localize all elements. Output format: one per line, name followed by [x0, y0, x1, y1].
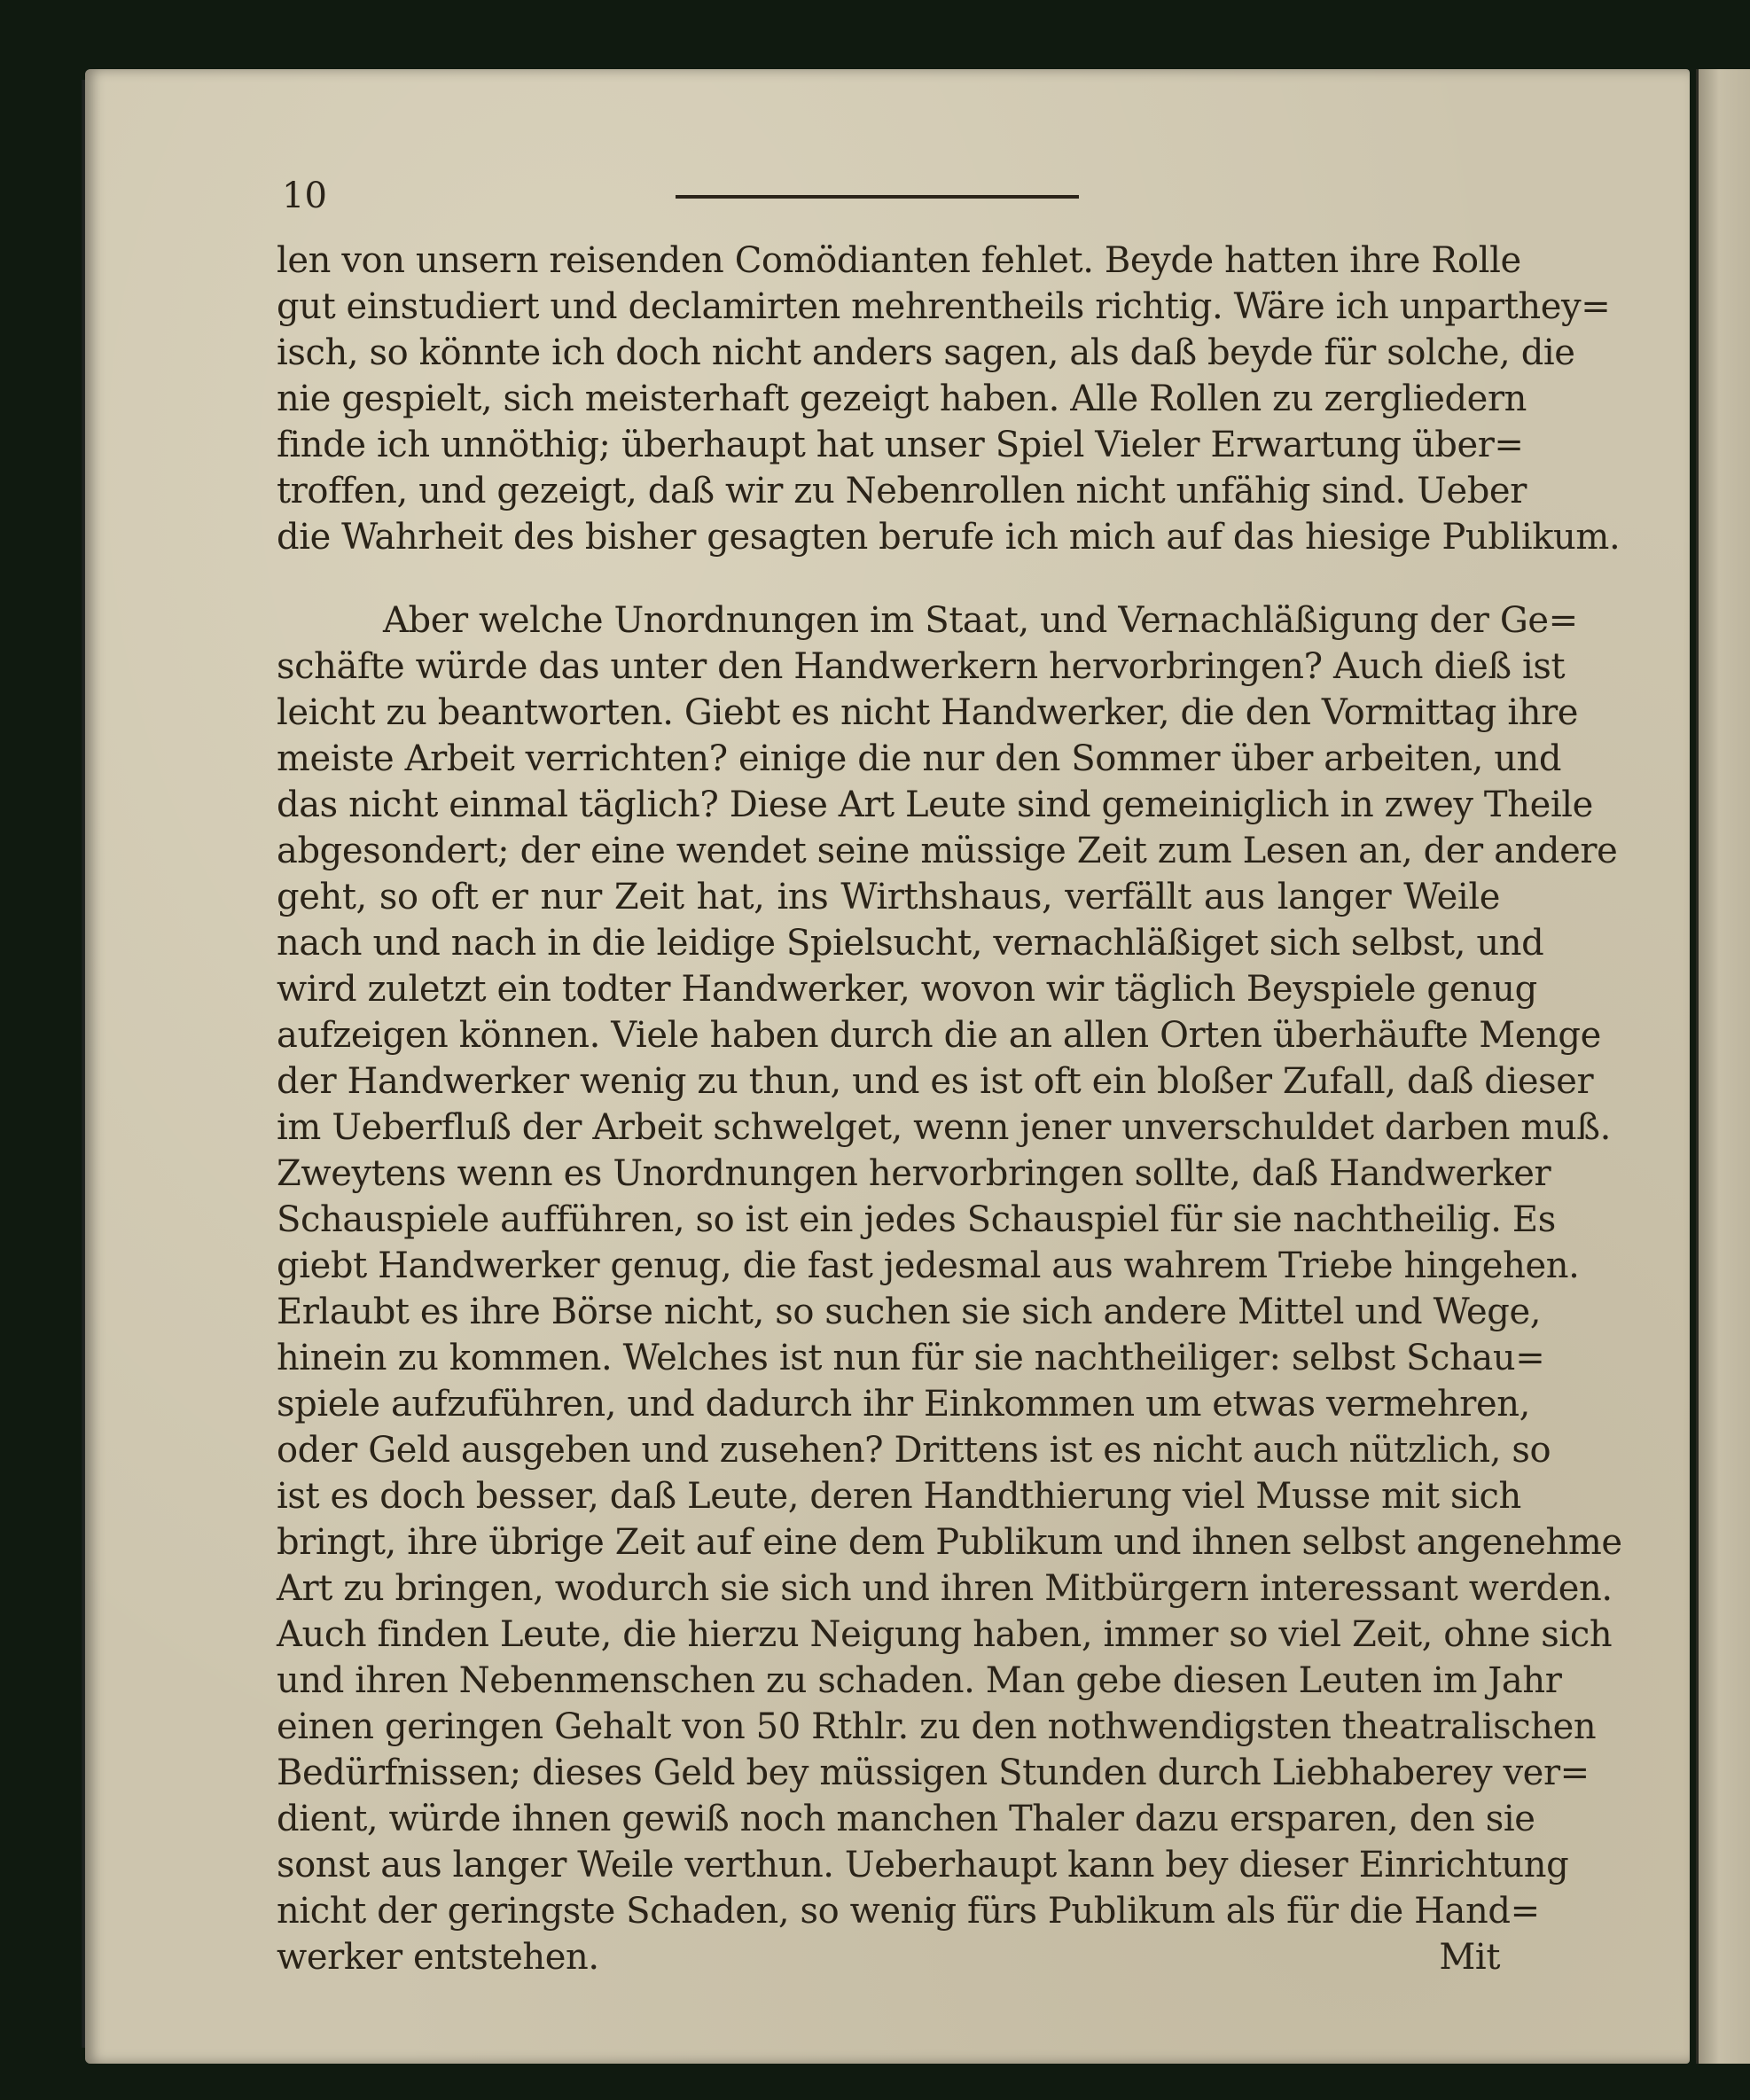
paragraph-2 [277, 597, 1622, 1980]
text-line: abgesondert; der eine wendet seine müssige Zeit zum Lesen an, der andere [277, 831, 1618, 871]
text-line: geht, so oft er nur Zeit hat, ins Wirthshaus, verfällt aus langer Weile [277, 877, 1500, 917]
text-line: das nicht einmal täglich? Diese Art Leute sind gemeiniglich in zwey Theile [277, 785, 1593, 825]
next-page-edge [1696, 69, 1750, 2064]
paragraph-1 [277, 238, 1621, 560]
text-line: die Wahrheit des bisher gesagten berufe ich mich auf das hiesige Publikum. [277, 517, 1621, 558]
text-line: finde ich unnöthig; überhaupt hat unser Spiel Vieler Erwartung über= [277, 425, 1524, 465]
text-line: ist es doch besser, daß Leute, deren Handthierung viel Musse mit sich [277, 1476, 1521, 1517]
text-line: dient, würde ihnen gewiß noch manchen Thaler dazu ersparen, den sie [277, 1799, 1535, 1839]
text-line: len von unsern reisenden Comödianten fehlet. Beyde hatten ihre Rolle [277, 240, 1521, 281]
text-line: Art zu bringen, wodurch sie sich und ihren Mitbürgern interessant werden. [277, 1568, 1613, 1609]
text-line: giebt Handwerker genug, die fast jedesmal aus wahrem Triebe hingehen. [277, 1245, 1580, 1286]
text-line: wird zuletzt ein todter Handwerker, wovon wir täglich Beyspiele genug [277, 969, 1537, 1010]
catchword: Mit [1439, 1937, 1500, 1978]
text-line: Bedürfnissen; dieses Geld bey müssigen Stunden durch Liebhaberey ver= [277, 1753, 1590, 1793]
text-line: hinein zu kommen. Welches ist nun für sie nachtheiliger: selbst Schau= [277, 1338, 1545, 1378]
text-line: Erlaubt es ihre Börse nicht, so suchen sie sich andere Mittel und Wege, [277, 1292, 1542, 1332]
text-line: isch, so könnte ich doch nicht anders sagen, als daß beyde für solche, die [277, 332, 1575, 373]
text-line: werker entstehen. Mit [277, 1934, 1500, 1980]
paragraph-gap [277, 560, 1500, 597]
text-line: einen geringen Gehalt von 50 Rthlr. zu den nothwendigsten theatralischen [277, 1706, 1597, 1747]
text-line: Aber welche Unordnungen im Staat, und Vernachläßigung der Ge= [383, 600, 1578, 641]
text-line: Zweytens wenn es Unordnungen hervorbringen sollte, daß Handwerker [277, 1153, 1551, 1194]
text-line: sonst aus langer Weile verthun. Ueberhaupt kann bey dieser Einrichtung [277, 1845, 1569, 1885]
text-line: nicht der geringste Schaden, so wenig fürs Publikum als für die Hand= [277, 1891, 1540, 1932]
page-number: 10 [282, 176, 327, 216]
text-line: Schauspiele aufführen, so ist ein jedes Schauspiel für sie nachtheilig. Es [277, 1199, 1556, 1240]
text-line: meiste Arbeit verrichten? einige die nur den Sommer über arbeiten, und [277, 738, 1562, 779]
text-line: im Ueberfluß der Arbeit schwelget, wenn jener unverschuldet darben muß. [277, 1107, 1611, 1148]
text-line: und ihren Nebenmenschen zu schaden. Man gebe diesen Leuten im Jahr [277, 1660, 1562, 1701]
text-line: der Handwerker wenig zu thun, und es ist oft ein bloßer Zufall, daß dieser [277, 1061, 1594, 1102]
text-line: Auch finden Leute, die hierzu Neigung haben, immer so viel Zeit, ohne sich [277, 1614, 1613, 1655]
text-line: bringt, ihre übrige Zeit auf eine dem Publikum und ihnen selbst angenehme [277, 1522, 1622, 1563]
text-line: leicht zu beantworten. Giebt es nicht Handwerker, die den Vormittag ihre [277, 692, 1579, 733]
header-rule [676, 195, 1079, 199]
text-line: nach und nach in die leidige Spielsucht, vernachläßiget sich selbst, und [277, 923, 1544, 964]
text-line: schäfte würde das unter den Handwerkern hervorbringen? Auch dieß ist [277, 646, 1566, 687]
text-line: troffen, und gezeigt, daß wir zu Nebenrollen nicht unfähig sind. Ueber [277, 471, 1527, 511]
text-line: nie gespielt, sich meisterhaft gezeigt haben. Alle Rollen zu zergliedern [277, 379, 1527, 419]
text-line: oder Geld ausgeben und zusehen? Drittens ist es nicht auch nützlich, so [277, 1430, 1551, 1471]
text-line: aufzeigen können. Viele haben durch die an allen Orten überhäufte Menge [277, 1015, 1601, 1056]
body-text [277, 238, 1622, 1980]
text-line: gut einstudiert und declamirten mehrentheils richtig. Wäre ich unparthey= [277, 286, 1611, 327]
text-line: spiele aufzuführen, und dadurch ihr Einkommen um etwas vermehren, [277, 1384, 1530, 1425]
